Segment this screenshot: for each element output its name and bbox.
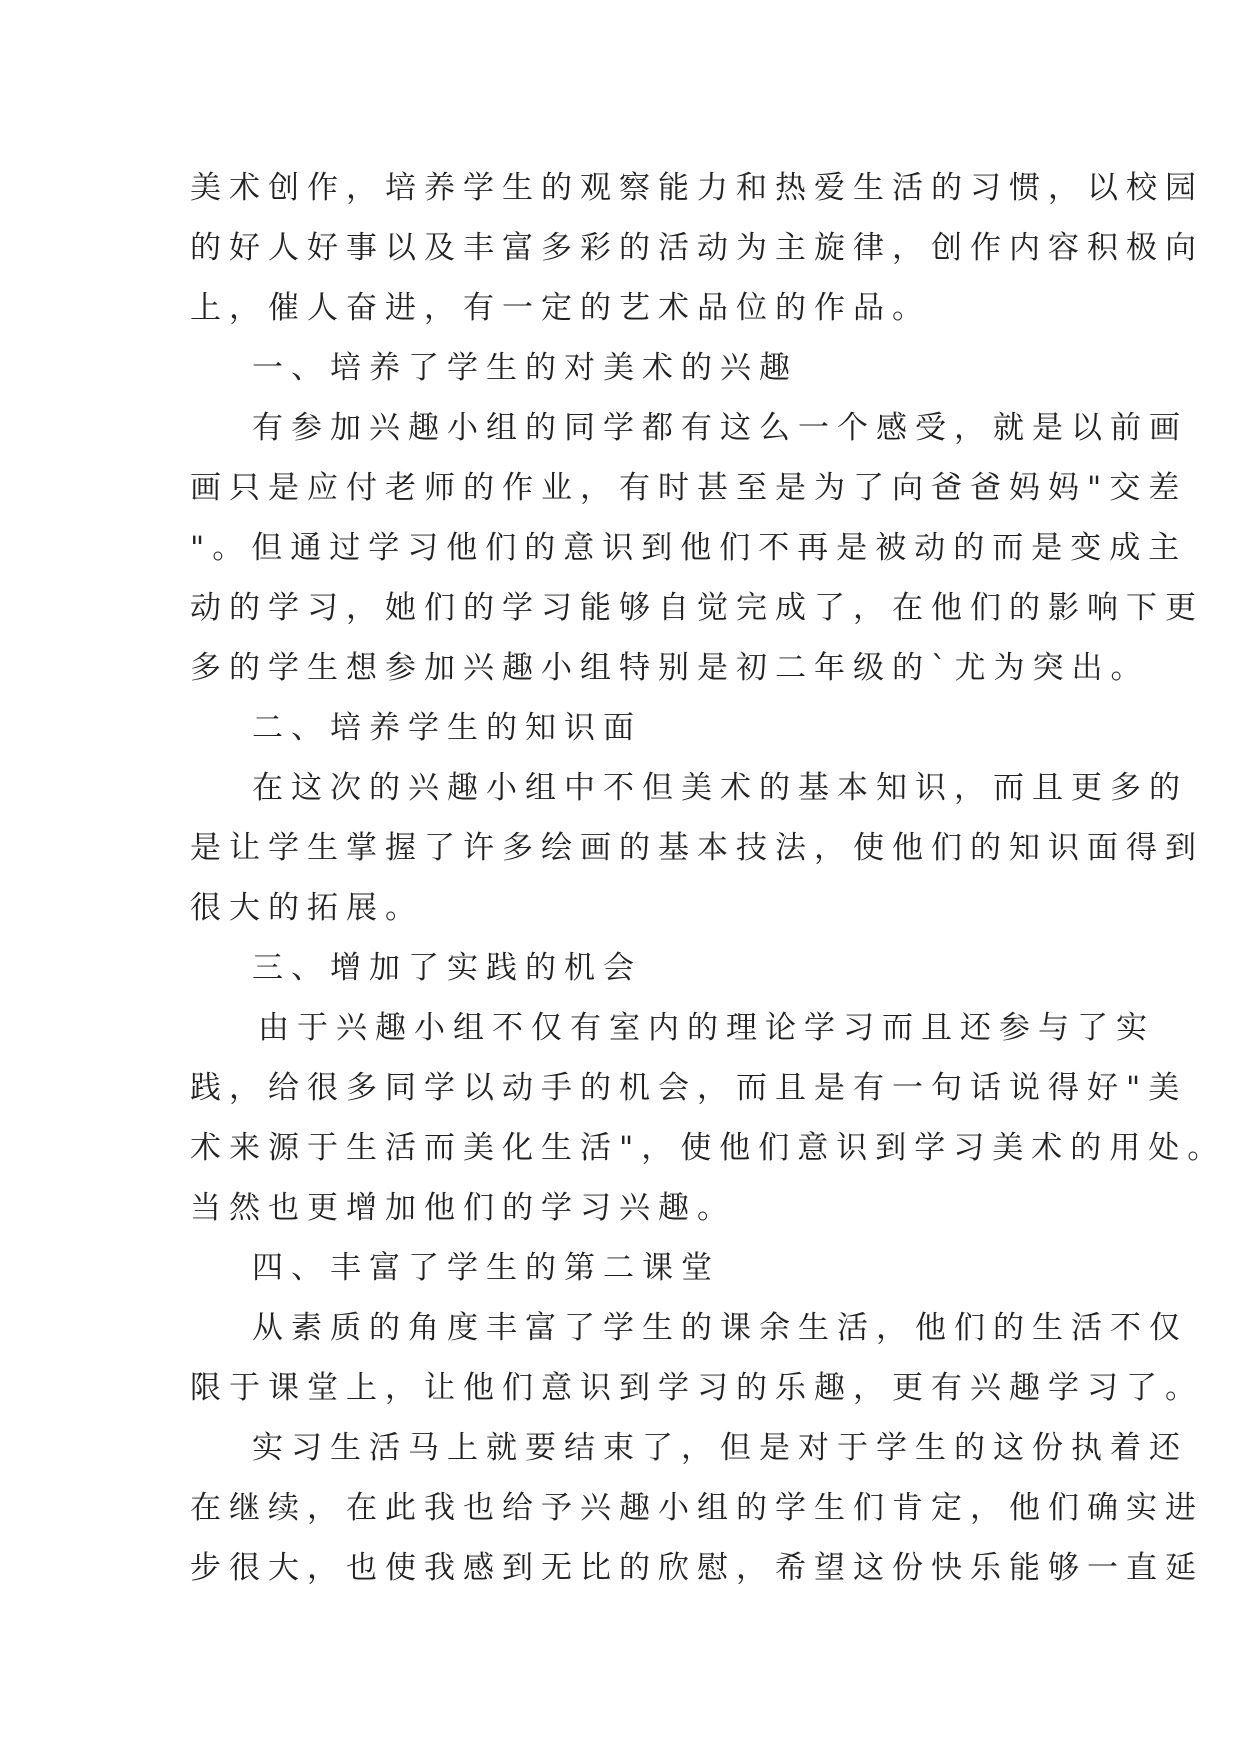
section-heading: 一、培养了学生的对美术的兴趣	[252, 350, 798, 386]
text-line: 在继续，在此我也给予兴趣小组的学生们肯定，他们确实进	[190, 1490, 1204, 1526]
text-line: 动的学习，她们的学习能够自觉完成了，在他们的影响下更	[190, 590, 1204, 626]
text-line: 步很大，也使我感到无比的欣慰，希望这份快乐能够一直延	[190, 1550, 1204, 1586]
section-heading: 四、丰富了学生的第二课堂	[252, 1250, 720, 1286]
text-line: 的好人好事以及丰富多彩的活动为主旋律，创作内容积极向	[190, 230, 1204, 266]
text-line: 当然也更增加他们的学习兴趣。	[190, 1190, 736, 1226]
text-line: 有参加兴趣小组的同学都有这么一个感受，就是以前画	[252, 410, 1188, 446]
text-line: 在这次的兴趣小组中不但美术的基本知识，而且更多的	[252, 770, 1188, 806]
text-line: "。但通过学习他们的意识到他们不再是被动的而是变成主	[190, 530, 1188, 566]
text-line: 是让学生掌握了许多绘画的基本技法，使他们的知识面得到	[190, 830, 1204, 866]
text-line: 从素质的角度丰富了学生的课余生活，他们的生活不仅	[252, 1310, 1188, 1346]
text-line: 限于课堂上，让他们意识到学习的乐趣，更有兴趣学习了。	[190, 1370, 1204, 1406]
text-line: 很大的拓展。	[190, 890, 424, 926]
text-line: 多的学生想参加兴趣小组特别是初二年级的`尤为突出。	[190, 650, 1150, 686]
text-line: 由于兴趣小组不仅有室内的理论学习而且还参与了实	[258, 1010, 1155, 1046]
section-heading: 二、培养学生的知识面	[252, 710, 642, 746]
text-line: 践，给很多同学以动手的机会，而且是有一句话说得好"美	[190, 1070, 1188, 1106]
text-line: 实习生活马上就要结束了，但是对于学生的这份执着还	[252, 1430, 1188, 1466]
text-line: 上，催人奋进，有一定的艺术品位的作品。	[190, 290, 931, 326]
text-line: 画只是应付老师的作业，有时甚至是为了向爸爸妈妈"交差	[190, 470, 1188, 506]
text-line: 美术创作，培养学生的观察能力和热爱生活的习惯，以校园	[190, 170, 1204, 206]
section-heading: 三、增加了实践的机会	[252, 950, 642, 986]
text-line: 术来源于生活而美化生活"，使他们意识到学习美术的用处。	[190, 1130, 1227, 1166]
